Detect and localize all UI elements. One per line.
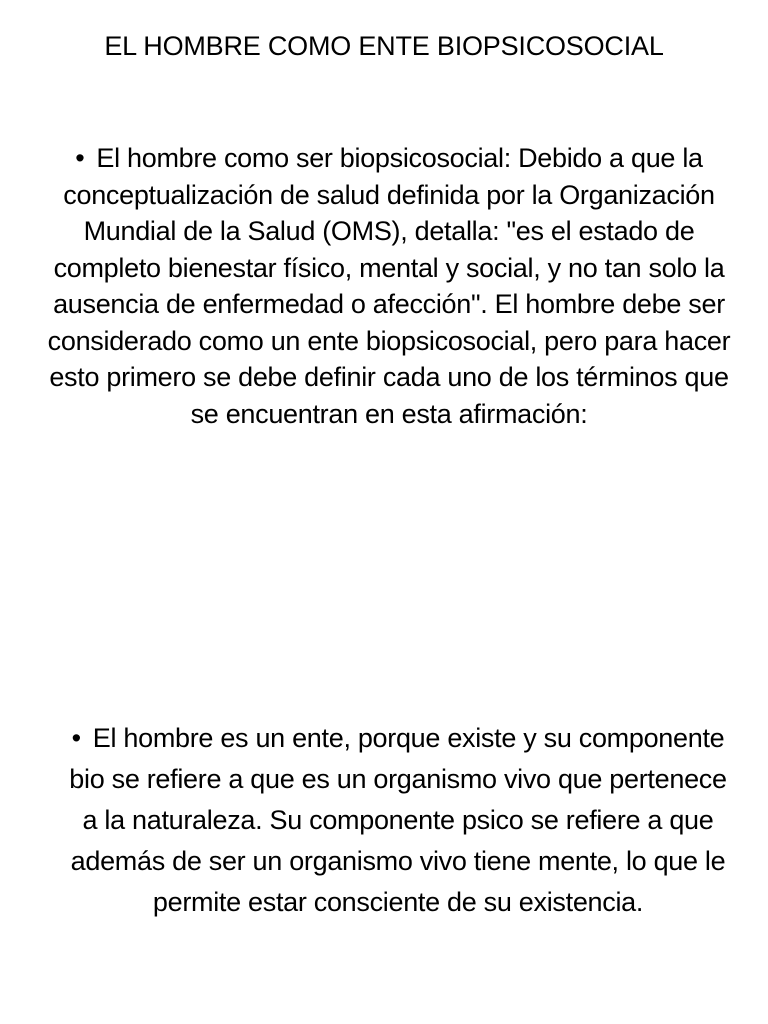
bullet-paragraph-1: [44, 140, 734, 432]
bullet-marker: •: [75, 143, 85, 173]
bullet-text-1: El hombre como ser biopsicosocial: Debido a que la conceptualización de salud definida por la Organización Mundial de la Salud (OMS), detalla: "es el estado de completo bienestar físico, mental y social, y no tan solo la ausencia de enfermedad o afección". El hombre debe ser considerado como un ente biopsicosocial, pero para hacer esto primero se debe definir cada uno de los términos que se encuentran en esta afirmación:: [47, 143, 731, 429]
bullet-paragraph-2: [60, 718, 736, 923]
bullet-marker: •: [71, 723, 81, 753]
bullet-text-2: El hombre es un ente, porque existe y su componente bio se refiere a que es un organismo vivo que pertenece a la naturaleza. Su componente psico se refiere a que además de ser un organismo vivo tiene mente, lo que le permite estar consciente de su existencia.: [69, 723, 727, 917]
page-title: EL HOMBRE COMO ENTE BIOPSICOSOCIAL: [104, 31, 664, 61]
